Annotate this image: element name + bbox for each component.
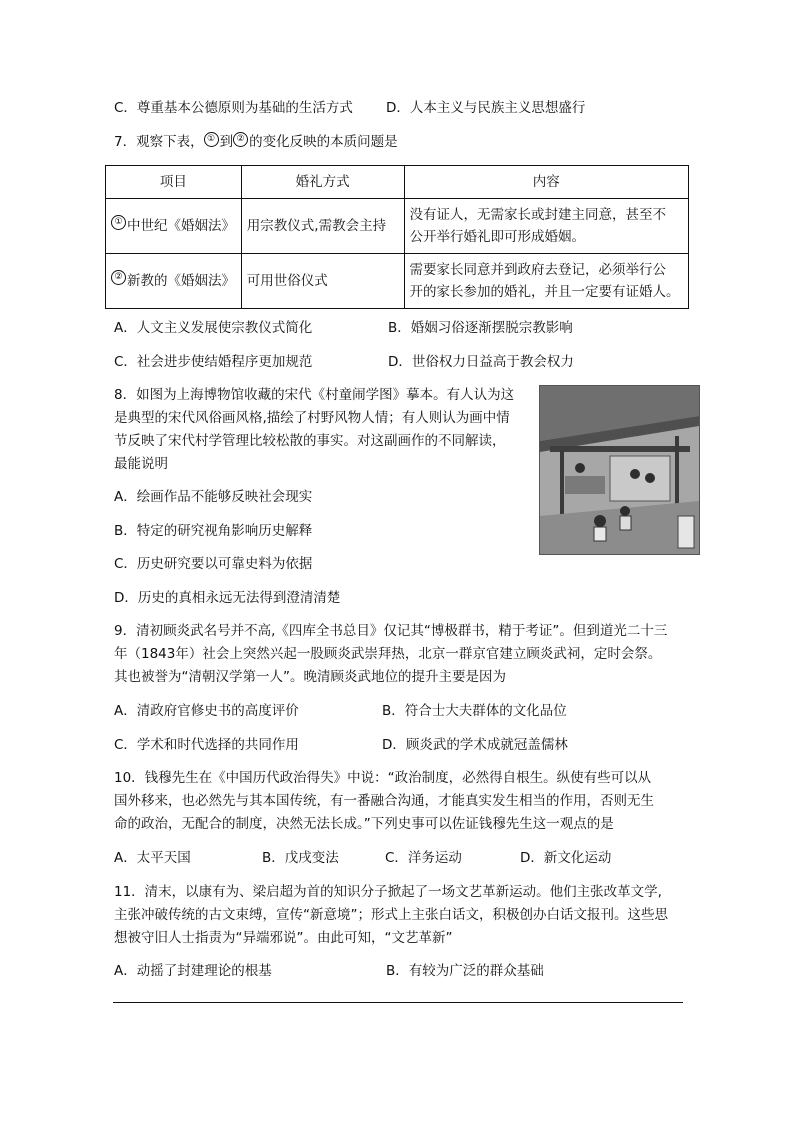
q8-option-d: D．历史的真相永远无法得到澄清清楚 [114, 590, 341, 606]
q9-stem-line: 9．清初顾炎武名号并不高,《四库全书总目》仅记其“博极群书，精于考证”。但到道光二十三 [114, 623, 668, 639]
q9-option-c: C．学术和时代选择的共同作用 [114, 737, 299, 753]
village-school-painting [539, 385, 700, 555]
q8-option-c: C．历史研究要以可靠史料为依据 [114, 556, 313, 572]
header-item: 项目 [106, 166, 242, 199]
q11-option-b: B．有较为广泛的群众基础 [386, 963, 544, 979]
row-content-line: 需要家长同意并到政府去登记，必须举行公 [409, 262, 666, 278]
q10-option-a: A．太平天国 [114, 850, 191, 866]
q7-option-a: A．人文主义发展使宗教仪式简化 [114, 320, 313, 336]
row-content-line: 开的家长参加的婚礼，并且一定要有证婚人。 [409, 284, 680, 300]
row-item-label: 中世纪《婚姻法》 [127, 218, 235, 234]
q10-option-d: D．新文化运动 [520, 850, 612, 866]
q8-option-b: B．特定的研究视角影响历史解释 [114, 523, 313, 539]
q7-stem-mid: 到 [219, 134, 234, 150]
q8-stem-line: 节反映了宋代村学管理比较松散的事实。对这副画作的不同解读， [114, 433, 506, 449]
q11-stem-line: 11．清末，以康有为、梁启超为首的知识分子掀起了一场文艺革新运动。他们主张改革文学, [114, 884, 662, 900]
q7-stem [114, 132, 398, 152]
q9-option-b: B．符合士大夫群体的文化品位 [382, 703, 567, 719]
circle-mark-1: ① [204, 132, 219, 147]
table-row [106, 199, 689, 254]
q6-option-d: D．人本主义与民族主义思想盛行 [386, 100, 586, 116]
header-method: 婚礼方式 [241, 166, 404, 199]
q8-stem-line: 8．如图为上海博物馆收藏的宋代《村童闹学图》摹本。有人认为这 [114, 387, 515, 403]
painting-illustration [540, 386, 699, 554]
row-item [106, 254, 242, 309]
q10-stem-line: 10．钱穆先生在《中国历代政治得失》中说：“政治制度，必然得自根生。纵使有些可以从 [114, 770, 652, 786]
circle-mark-1: ① [111, 215, 126, 230]
table-row [106, 254, 689, 309]
row-method: 用宗教仪式,需教会主持 [241, 199, 404, 254]
q7-stem-pre: 7．观察下表， [114, 134, 204, 150]
q9-option-a: A．清政府官修史书的高度评价 [114, 703, 299, 719]
row-content [404, 199, 689, 254]
q11-stem-line: 想被守旧人士指责为“异端邪说”。由此可知，“文艺革新” [114, 930, 453, 946]
q10-option-c: C．洋务运动 [385, 850, 462, 866]
row-content [404, 254, 689, 309]
q7-option-b: B．婚姻习俗逐渐摆脱宗教影响 [388, 320, 573, 336]
q8-option-a: A．绘画作品不能够反映社会现实 [114, 489, 313, 505]
q7-stem-post: 的变化反映的本质问题是 [249, 134, 398, 150]
q11-stem-line: 主张冲破传统的古文束缚，宣传“新意境”；形式上主张白话文，积极创办白话文报刊。这些思 [114, 907, 668, 923]
q9-option-d: D．顾炎武的学术成就冠盖儒林 [382, 737, 568, 753]
circle-mark-2: ② [233, 132, 248, 147]
q6-option-c: C．尊重基本公德原则为基础的生活方式 [114, 100, 353, 116]
q7-option-d: D．世俗权力日益高于教会权力 [388, 354, 574, 370]
q9-stem-line: 年（1843年）社会上突然兴起一股顾炎武崇拜热，北京一群京官建立顾炎武祠，定时会祭。 [114, 646, 662, 662]
q10-stem-line: 命的政治，无配合的制度，决然无法长成。”下列史事可以佐证钱穆先生这一观点的是 [114, 816, 614, 832]
q7-option-c: C．社会进步使结婚程序更加规范 [114, 354, 313, 370]
row-method: 可用世俗仪式 [241, 254, 404, 309]
row-item-label: 新教的《婚姻法》 [127, 273, 235, 289]
row-content-line: 没有证人，无需家长或封建主同意，甚至不 [409, 207, 666, 223]
q7-table-header [106, 166, 689, 199]
q11-option-a: A．动摇了封建理论的根基 [114, 963, 272, 979]
header-content: 内容 [404, 166, 689, 199]
q7-table [105, 165, 689, 309]
q8-stem-line: 是典型的宋代风俗画风格,描绘了村野风物人情；有人则认为画中情 [114, 410, 510, 426]
row-content-line: 公开举行婚礼即可形成婚姻。 [409, 229, 585, 245]
q10-stem-line: 国外移来，也必然先与其本国传统，有一番融合沟通，才能真实发生相当的作用，否则无生 [114, 793, 654, 809]
q10-option-b: B．戊戌变法 [262, 850, 339, 866]
q9-stem-line: 其也被誉为“清朝汉学第一人”。晚清顾炎武地位的提升主要是因为 [114, 669, 506, 685]
q8-stem-line: 最能说明 [114, 456, 168, 472]
page-divider [113, 1002, 683, 1003]
circle-mark-2: ② [111, 270, 126, 285]
row-item [106, 199, 242, 254]
